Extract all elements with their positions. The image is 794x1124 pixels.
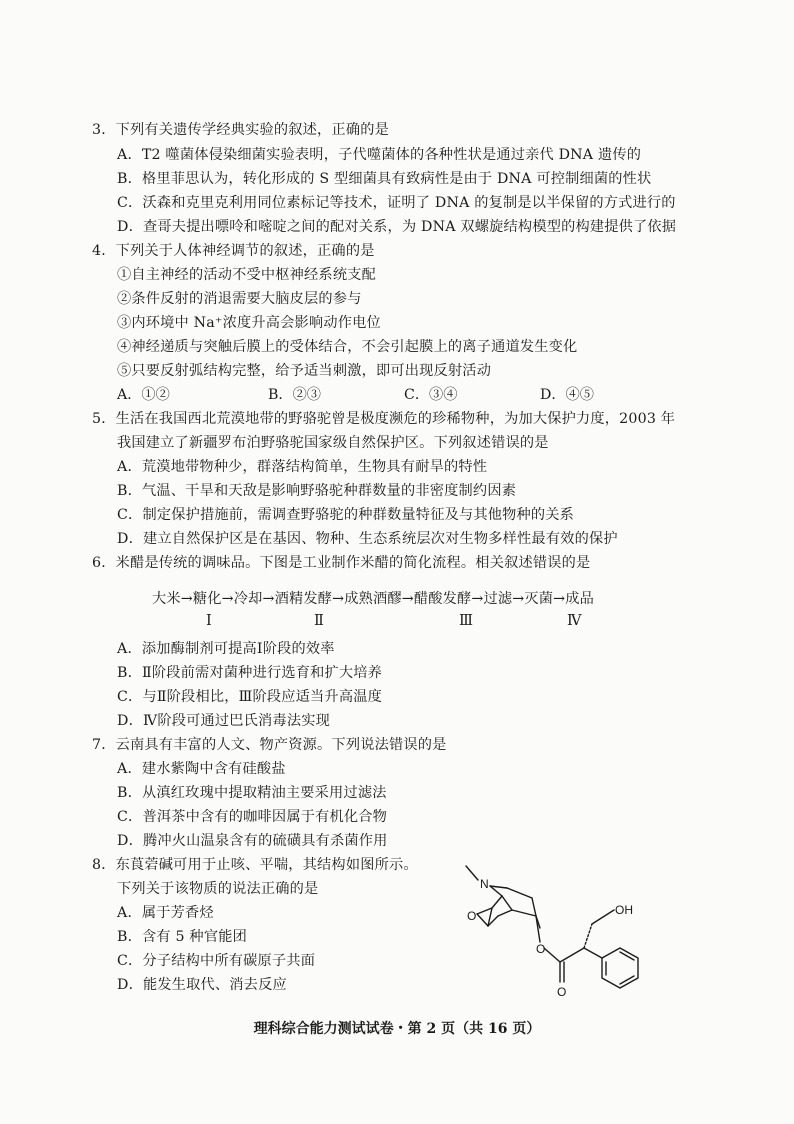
q8-option-b: B．含有 5 种官能团 [117,929,247,945]
q4-choice-b: B．②③ [268,387,321,403]
q4-choice-d: D．④⑤ [540,387,594,403]
q3-stem: 3．下列有关遗传学经典实验的叙述，正确的是 [92,122,389,138]
q6-stage-3: Ⅲ [459,613,473,629]
q4-statement-5: ⑤只要反射弧结构完整，给予适当刺激，即可出现反射活动 [117,363,492,379]
q6-option-a: A．添加酶制剂可提高Ⅰ阶段的效率 [117,641,335,657]
q8-option-c: C．分子结构中所有碳原子共面 [117,953,316,969]
q3-option-d: D．查哥夫提出嘌呤和嘧啶之间的配对关系，为 DNA 双螺旋结构模型的构建提供了依据 [117,219,677,235]
q5-option-a: A．荒漠地带物种少，群落结构简单，生物具有耐旱的特性 [117,459,488,475]
q3-option-c: C．沃森和克里克利用同位素标记等技术，证明了 DNA 的复制是以半保留的方式进行的 [117,195,676,211]
q4-choice-c: C．③④ [404,387,458,403]
q5-option-c: C．制定保护措施前，需调查野骆驼的种群数量特征及与其他物种的关系 [117,507,575,523]
q4-statement-4: ④神经递质与突触后膜上的受体结合，不会引起膜上的离子通道发生变化 [117,339,578,355]
q4-choice-a: A．①② [117,387,170,403]
q6-option-d: D．Ⅳ阶段可通过巴氏消毒法实现 [117,713,330,729]
q3-option-a: A．T2 噬菌体侵染细菌实验表明，子代噬菌体的各种性状是通过亲代 DNA 遗传的 [117,147,642,163]
q4-statement-3: ③内环境中 Na⁺浓度升高会影响动作电位 [117,315,381,331]
carbonyl-oxygen-label: O [557,985,567,999]
q6-flow-diagram: 大米→糖化→冷却→酒精发酵→成熟酒醪→醋酸发酵→过滤→灭菌→成品 [152,591,595,607]
hydroxyl-label: OH [615,903,633,917]
q5-stem-line1: 5．生活在我国西北荒漠地带的野骆驼曾是极度濒危的珍稀物种，为加大保护力度，2003 年 [92,411,676,427]
q6-stage-2: Ⅱ [314,613,324,629]
q7-option-a: A．建水紫陶中含有硅酸盐 [117,761,286,777]
q8-option-d: D．能发生取代、消去反应 [117,977,287,993]
q7-option-b: B．从滇红玫瑰中提取精油主要采用过滤法 [117,785,387,801]
q6-stem: 6．米醋是传统的调味品。下图是工业制作米醋的简化流程。相关叙述错误的是 [92,555,591,571]
n-methyl-bond [466,866,478,880]
q4-statement-2: ②条件反射的消退需要大脑皮层的参与 [117,291,362,307]
page-footer: 理科综合能力测试试卷・第 2 页（共 16 页） [253,1021,541,1037]
q6-stage-4: Ⅳ [567,613,582,629]
scopolamine-structure-diagram [452,858,672,1003]
q4-stem: 4．下列关于人体神经调节的叙述，正确的是 [92,243,375,259]
q4-statement-1: ①自主神经的活动不受中枢神经系统支配 [117,267,376,283]
q6-option-b: B．Ⅱ阶段前需对菌种进行选育和扩大培养 [117,665,383,681]
epoxide-oxygen-label: O [467,909,477,923]
q6-option-c: C．与Ⅱ阶段相比，Ⅲ阶段应适当升高温度 [117,689,382,705]
q8-option-a: A．属于芳香烃 [117,905,214,921]
q7-option-d: D．腾冲火山温泉含有的硫磺具有杀菌作用 [117,833,388,849]
nitrogen-label: N [480,877,489,891]
ester-oxygen-label: O [536,942,546,956]
q8-sub-stem: 下列关于该物质的说法正确的是 [117,881,319,897]
q5-stem-line2: 我国建立了新疆罗布泊野骆驼国家级自然保护区。下列叙述错误的是 [117,435,549,451]
q5-option-b: B．气温、干旱和天敌是影响野骆驼种群数量的非密度制约因素 [117,483,517,499]
q6-stage-1: Ⅰ [206,613,212,629]
q7-option-c: C．普洱茶中含有的咖啡因属于有机化合物 [117,809,388,825]
q7-stem: 7．云南具有丰富的人文、物产资源。下列说法错误的是 [92,737,447,753]
q3-option-b: B．格里菲思认为，转化形成的 S 型细菌具有致病性是由于 DNA 可控制细菌的性状 [117,171,652,187]
q8-stem: 8．东莨菪碱可用于止咳、平喘，其结构如图所示。 [92,857,418,873]
q5-option-d: D．建立自然保护区是在基因、物种、生态系统层次对生物多样性最有效的保护 [117,531,618,547]
